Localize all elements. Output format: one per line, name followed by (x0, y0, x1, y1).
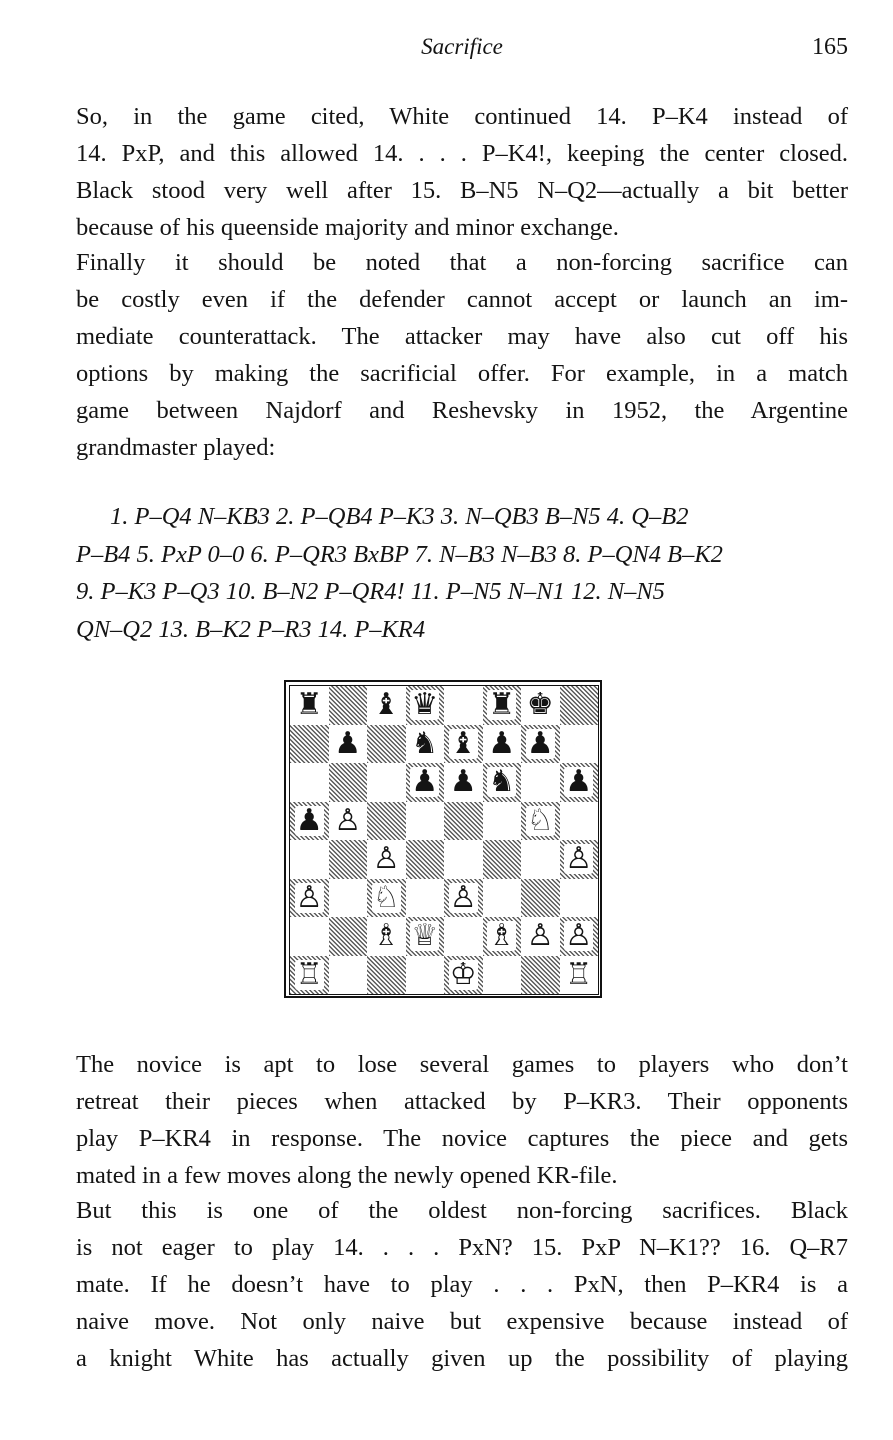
board-square (483, 917, 522, 956)
board-square (444, 956, 483, 995)
board-square (560, 725, 599, 764)
board-square (329, 917, 368, 956)
board-square (367, 802, 406, 841)
moves-line: 9. P–K3 P–Q3 10. B–N2 P–QR4! 11. P–N5 N–N1 12. N–N5 (76, 578, 665, 605)
board-square (406, 686, 445, 725)
chess-board (289, 685, 599, 995)
board-square (290, 763, 329, 802)
text-line: But this is one of the oldest non-forcing sacrifices. Black (76, 1197, 848, 1224)
chess-piece: ♞ (411, 725, 439, 761)
board-square (329, 802, 368, 841)
board-square (406, 802, 445, 841)
text-line: mediate counterattack. The attacker may have also cut off his (76, 323, 848, 350)
paragraph-2 (76, 244, 848, 466)
board-square (367, 763, 406, 802)
board-square (560, 879, 599, 918)
board-square (367, 686, 406, 725)
chess-piece: ♙ (295, 879, 323, 915)
moves-line: P–B4 5. PxP 0–0 6. P–QR3 BxBP 7. N–B3 N–B3 8. P–QN4 B–K2 (76, 540, 723, 568)
board-square (329, 956, 368, 995)
text-line: options by making the sacrificial offer. For example, in a match (76, 360, 848, 387)
board-square (406, 956, 445, 995)
text-line: mate. If he doesn’t have to play . . . PxN, then P–KR4 is a (76, 1271, 848, 1298)
board-square (521, 725, 560, 764)
text-line: naive move. Not only naive but expensive because instead of (76, 1308, 848, 1335)
board-square (406, 763, 445, 802)
text-line: game between Najdorf and Reshevsky in 1952, the Argentine (76, 397, 848, 424)
board-square (560, 763, 599, 802)
board-square (290, 802, 329, 841)
text-line: mated in a few moves along the newly opened KR-file. (76, 1162, 618, 1189)
board-square (483, 840, 522, 879)
board-square (444, 725, 483, 764)
chess-piece: ♙ (449, 879, 477, 915)
text-line: Finally it should be noted that a non-forcing sacrifice can (76, 249, 848, 276)
board-square (560, 917, 599, 956)
board-square (290, 725, 329, 764)
running-header (76, 34, 848, 68)
board-square (290, 917, 329, 956)
chess-piece: ♘ (526, 802, 554, 838)
paragraph-1 (76, 98, 848, 246)
board-square (367, 879, 406, 918)
chess-piece: ♟ (449, 764, 477, 800)
moves-line: QN–Q2 13. B–K2 P–R3 14. P–KR4 (76, 615, 426, 643)
chess-piece: ♙ (334, 802, 362, 838)
chess-piece: ♟ (565, 764, 593, 800)
chess-diagram (284, 680, 602, 998)
chess-piece: ♟ (488, 725, 516, 761)
text-line: Black stood very well after 15. B–N5 N–Q2—actually a bit better (76, 177, 848, 204)
board-square (521, 956, 560, 995)
board-square (521, 686, 560, 725)
text-line: retreat their pieces when attacked by P–KR3. Their opponents (76, 1088, 848, 1115)
text-line: because of his queenside majority and minor exchange. (76, 214, 619, 241)
board-square (329, 840, 368, 879)
chess-piece: ♝ (372, 687, 400, 723)
board-square (406, 840, 445, 879)
board-square (483, 763, 522, 802)
chess-piece: ♙ (565, 841, 593, 877)
paragraph-4 (76, 1192, 848, 1377)
chess-piece: ♙ (372, 841, 400, 877)
board-square (329, 686, 368, 725)
text-line: a knight White has actually given up the possibility of playing (76, 1345, 848, 1372)
page-number: 165 (812, 34, 848, 60)
board-square (521, 840, 560, 879)
board-square (483, 802, 522, 841)
chess-piece: ♙ (526, 918, 554, 954)
chess-piece: ♚ (526, 687, 554, 723)
text-line: play P–KR4 in response. The novice captures the piece and gets (76, 1125, 848, 1152)
board-square (367, 917, 406, 956)
board-square (444, 917, 483, 956)
board-square (483, 725, 522, 764)
chess-piece: ♙ (565, 918, 593, 954)
board-square (329, 763, 368, 802)
board-square (290, 840, 329, 879)
chess-piece: ♘ (372, 879, 400, 915)
chess-piece: ♗ (488, 918, 516, 954)
text-line: be costly even if the defender cannot accept or launch an im- (76, 286, 848, 313)
board-square (329, 725, 368, 764)
board-square (444, 879, 483, 918)
text-line: is not eager to play 14. . . . PxN? 15. PxP N–K1?? 16. Q–R7 (76, 1234, 848, 1261)
chess-piece: ♕ (411, 918, 439, 954)
chess-piece: ♝ (449, 725, 477, 761)
board-square (483, 686, 522, 725)
chapter-title: Sacrifice (421, 34, 503, 59)
board-square (444, 802, 483, 841)
board-square (560, 840, 599, 879)
board-square (444, 763, 483, 802)
board-square (521, 917, 560, 956)
chess-piece: ♟ (295, 802, 323, 838)
text-line: grandmaster played: (76, 434, 276, 461)
board-square (329, 879, 368, 918)
chess-piece: ♞ (488, 764, 516, 800)
board-square (560, 956, 599, 995)
chess-piece: ♜ (488, 687, 516, 723)
board-square (367, 840, 406, 879)
chess-piece: ♖ (295, 956, 323, 992)
board-square (444, 686, 483, 725)
chess-piece: ♟ (411, 764, 439, 800)
board-square (290, 879, 329, 918)
board-square (483, 956, 522, 995)
board-square (521, 802, 560, 841)
text-line: The novice is apt to lose several games to players who don’t (76, 1051, 848, 1078)
chess-piece: ♜ (295, 687, 323, 723)
text-line: 14. PxP, and this allowed 14. . . . P–K4!, keeping the center closed. (76, 140, 848, 167)
board-square (290, 956, 329, 995)
chess-piece: ♔ (449, 956, 477, 992)
game-moves (76, 498, 848, 648)
chess-piece: ♖ (565, 956, 593, 992)
chess-piece: ♟ (526, 725, 554, 761)
board-square (367, 956, 406, 995)
chess-piece: ♛ (411, 687, 439, 723)
chess-piece: ♟ (334, 725, 362, 761)
moves-line: 1. P–Q4 N–KB3 2. P–QB4 P–K3 3. N–QB3 B–N5 4. Q–B2 (110, 503, 689, 530)
board-square (521, 879, 560, 918)
board-square (406, 917, 445, 956)
board-square (521, 763, 560, 802)
board-square (367, 725, 406, 764)
paragraph-3 (76, 1046, 848, 1194)
chess-piece: ♗ (372, 918, 400, 954)
text-line: So, in the game cited, White continued 14. P–K4 instead of (76, 103, 848, 130)
board-square (560, 802, 599, 841)
board-square (444, 840, 483, 879)
board-square (290, 686, 329, 725)
board-square (483, 879, 522, 918)
board-square (560, 686, 599, 725)
board-square (406, 879, 445, 918)
board-square (406, 725, 445, 764)
